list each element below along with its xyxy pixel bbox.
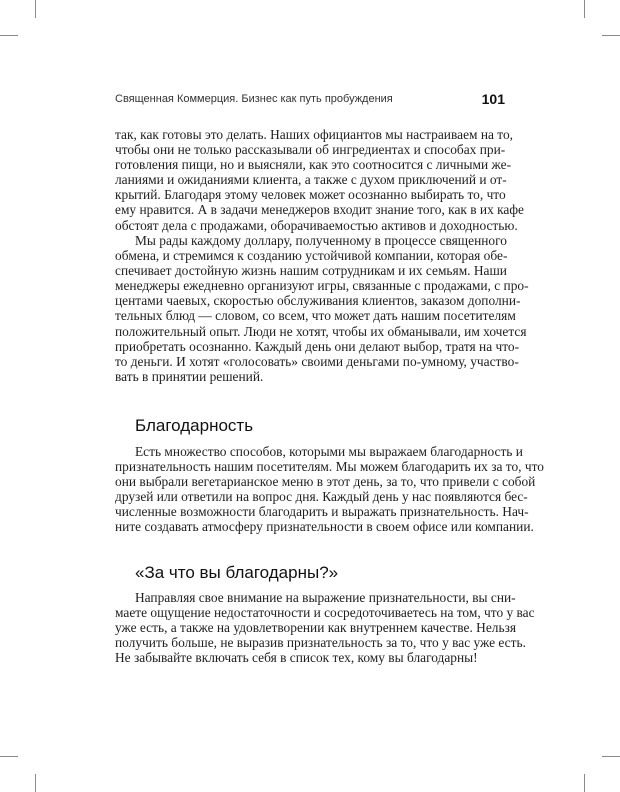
text-line: они выбрали вегетарианское меню в этот день, за то, что привели с собой <box>115 474 536 490</box>
text-line: признательность нашим посетителям. Мы можем благодарить их за то, что <box>115 459 544 475</box>
paragraph-3 <box>115 444 544 535</box>
text-line: Направляя свое внимание на выражение признательности, вы сни- <box>135 590 516 605</box>
text-line: то деньги. И хотят «голосовать» своими деньгами по-умному, участво- <box>115 353 519 369</box>
crop-mark <box>35 774 36 792</box>
text-line: готовления пищи, но и выясняли, как это соотносится с личными же- <box>115 157 512 173</box>
text-line: обстоят дела с продажами, оборачиваемостью активов и доходностью. <box>115 217 518 233</box>
text-line: центами чаевых, скоростью обслуживания клиентов, заказом дополни- <box>115 293 521 309</box>
section-heading-what-grateful-for: «За что вы благодарны?» <box>135 563 339 582</box>
crop-mark <box>0 756 18 757</box>
text-line: так, как готовы это делать. Наших официантов мы настраиваем на то, <box>115 127 514 142</box>
crop-mark <box>584 0 585 18</box>
crop-mark <box>602 756 620 757</box>
text-line: тельных блюд — словом, со всем, что может дать нашим посетителям <box>115 308 516 324</box>
text-line: уже есть, а также на удовлетворении как внутреннем качестве. Нельзя <box>115 620 517 636</box>
page-number: 101 <box>481 91 505 107</box>
crop-mark <box>0 35 18 36</box>
text-line: Мы рады каждому доллару, полученному в процессе священного <box>135 233 507 248</box>
section-heading-gratitude: Благодарность <box>135 416 254 435</box>
text-line: ему нравится. А в задачи менеджеров входит знание того, как в их кафе <box>115 202 524 218</box>
paragraph-1 <box>115 127 524 233</box>
text-line: друзей или ответили на вопрос дня. Каждый день у нас появляются бес- <box>115 489 528 505</box>
crop-mark <box>602 35 620 36</box>
running-title: Священная Коммерция. Бизнес как путь пробуждения <box>115 93 393 105</box>
text-line: ните создавать атмосферу признательности в своем офисе или компании. <box>115 519 534 535</box>
crop-mark <box>584 774 585 792</box>
text-line: приобретать осознанно. Каждый день они делают выбор, тратя на что- <box>115 338 520 354</box>
text-line: крытий. Благодаря этому человек может осознанно выбирать то, что <box>115 187 506 203</box>
text-line: менеджеры ежедневно организуют игры, связанные с продажами, с про- <box>115 278 529 294</box>
text-line: обмена, и стремимся к созданию устойчивой компании, которая обе- <box>115 248 508 264</box>
text-line: ланиями и ожиданиями клиента, а также с духом приключений и от- <box>115 172 507 188</box>
text-line: Есть множество способов, которыми мы выражаем благодарность и <box>135 444 523 459</box>
running-header <box>115 93 505 109</box>
text-line: Не забывайте включать себя в список тех, кому вы благодарны! <box>115 650 478 666</box>
text-line: чтобы они не только рассказывали об ингредиентах и способах при- <box>115 142 506 158</box>
crop-mark <box>35 0 36 18</box>
paragraph-2 <box>115 233 529 384</box>
text-line: спечивает достойную жизнь нашим сотрудникам и их семьям. Наши <box>115 263 507 279</box>
text-line: получить больше, не выразив признательность за то, что у вас уже есть. <box>115 635 526 651</box>
text-line: положительный опыт. Люди не хотят, чтобы их обманывали, им хочется <box>115 323 527 339</box>
text-line: численные возможности благодарить и выражать признательность. Нач- <box>115 504 529 520</box>
text-line: вать в принятии решений. <box>115 368 264 384</box>
paragraph-4 <box>115 590 535 666</box>
text-line: маете ощущение недостаточности и сосредоточиваетесь на том, что у вас <box>115 605 535 621</box>
